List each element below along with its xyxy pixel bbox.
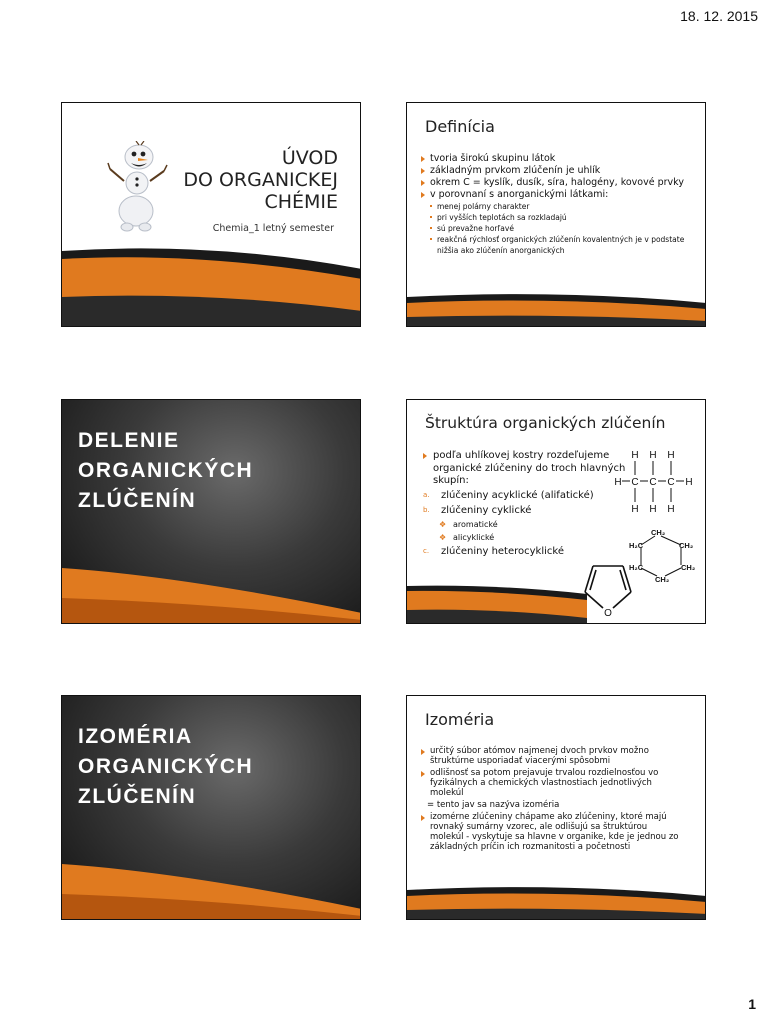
list-item: v porovnaní s anorganickými látkami: bbox=[421, 189, 697, 201]
orange-swoosh-decoration bbox=[62, 399, 361, 623]
list-item: izomérne zlúčeniny chápame ako zlúčeniny, ktoré majú rovnaký sumárny vzorec, ale odlišujú sa štruktúrou molekúl - vyskytuje sa hlavne v organike, kde je jednou zo základných príčin ich rozmanitosti a početnosti bbox=[421, 812, 683, 852]
slide-6-heading: Izoméria bbox=[425, 710, 495, 729]
atom-label: C bbox=[649, 477, 657, 488]
heading-line: IZOMÉRIA bbox=[78, 725, 193, 748]
atom-label: H bbox=[649, 504, 657, 515]
sub-list-item: menej polárny charakter bbox=[421, 201, 697, 212]
heading-line: ÚVOD bbox=[281, 147, 338, 169]
slide-6-isomerism bbox=[406, 695, 706, 920]
atom-label: CH₂ bbox=[681, 563, 696, 572]
slide-1-title bbox=[61, 102, 361, 327]
list-item: základným prvkom zlúčenín je uhlík bbox=[421, 165, 697, 177]
atom-label: H bbox=[667, 504, 675, 515]
atom-label: O bbox=[604, 608, 612, 619]
list-item: okrem C = kyslík, dusík, síra, halogény, kovové prvky bbox=[421, 177, 697, 189]
orange-swoosh-decoration bbox=[62, 102, 361, 326]
heading-line: ZLÚČENÍN bbox=[78, 785, 197, 808]
heading-line: ORGANICKÝCH bbox=[78, 459, 254, 482]
list-item: odlišnosť sa potom prejavuje trvalou rozdielnosťou vo fyzikálnych a chemických vlastnostiach jednotlivých molekúl bbox=[421, 768, 683, 798]
sub-item-text: aromatické bbox=[453, 519, 498, 529]
slide-4-structure bbox=[406, 399, 706, 624]
atom-label: CH₂ bbox=[655, 575, 670, 584]
atom-label: H bbox=[649, 450, 657, 461]
sub-list-item: pri vyšších teplotách sa rozkladajú bbox=[421, 212, 697, 223]
list-item: tvoria širokú skupinu látok bbox=[421, 153, 697, 165]
heading-line: CHÉMIE bbox=[264, 191, 338, 213]
item-letter: a. bbox=[423, 490, 430, 499]
page-number: 1 bbox=[748, 996, 756, 1012]
orange-swoosh-decoration bbox=[62, 695, 361, 919]
item-letter: b. bbox=[423, 505, 430, 514]
orange-swoosh-decoration bbox=[407, 399, 706, 623]
heading-line: DELENIE bbox=[78, 429, 180, 452]
atom-label: H bbox=[614, 477, 622, 488]
atom-label: CH₂ bbox=[651, 528, 666, 537]
diamond-bullet-icon: ❖ bbox=[439, 519, 447, 529]
atom-label: CH₂ bbox=[679, 541, 694, 550]
item-text: zlúčeniny cyklické bbox=[441, 504, 532, 516]
sub-list-item: sú prevažne horľavé bbox=[421, 223, 697, 234]
heading-line: ZLÚČENÍN bbox=[78, 489, 197, 512]
orange-swoosh-decoration bbox=[407, 695, 706, 919]
item-text: zlúčeniny acyklické (alifatické) bbox=[441, 489, 594, 501]
atom-label: H bbox=[631, 450, 639, 461]
slide-2-heading: Definícia bbox=[425, 117, 495, 136]
slide-2-definition bbox=[406, 102, 706, 327]
item-text: zlúčeniny heterocyklické bbox=[441, 545, 564, 557]
list-item: podľa uhlíkovej kostry rozdeľujeme organické zlúčeniny do troch hlavných skupín: bbox=[423, 450, 633, 488]
slide-5-section bbox=[61, 695, 361, 920]
atom-label: H₂C bbox=[629, 563, 644, 572]
atom-label: C bbox=[667, 477, 675, 488]
sub-list-item: reakčná rýchlosť organických zlúčenín kovalentných je v podstate nižšia ako zlúčenín anorganických bbox=[421, 234, 697, 256]
list-item: určitý súbor atómov najmenej dvoch prvkov možno štruktúrne usporiadať viacerými spôsobmi bbox=[421, 746, 683, 766]
slide-3-section bbox=[61, 399, 361, 624]
slide-1-subtitle: Chemia_1 letný semester bbox=[212, 223, 334, 234]
atom-label: H bbox=[667, 450, 675, 461]
orange-swoosh-decoration bbox=[407, 102, 706, 326]
atom-label: H bbox=[631, 504, 639, 515]
atom-label: C bbox=[631, 477, 639, 488]
page-date: 18. 12. 2015 bbox=[680, 8, 758, 24]
definition-note: = tento jav sa nazýva izoméria bbox=[427, 800, 560, 810]
atom-label: H₂C bbox=[629, 541, 644, 550]
sub-item-text: alicyklické bbox=[453, 532, 495, 542]
diamond-bullet-icon: ❖ bbox=[439, 532, 447, 542]
atom-label: H bbox=[685, 477, 693, 488]
heading-line: ORGANICKÝCH bbox=[78, 755, 254, 778]
heading-line: DO ORGANICKEJ bbox=[183, 169, 338, 191]
slide-4-heading: Štruktúra organických zlúčenín bbox=[425, 414, 666, 432]
item-letter: c. bbox=[423, 546, 430, 555]
